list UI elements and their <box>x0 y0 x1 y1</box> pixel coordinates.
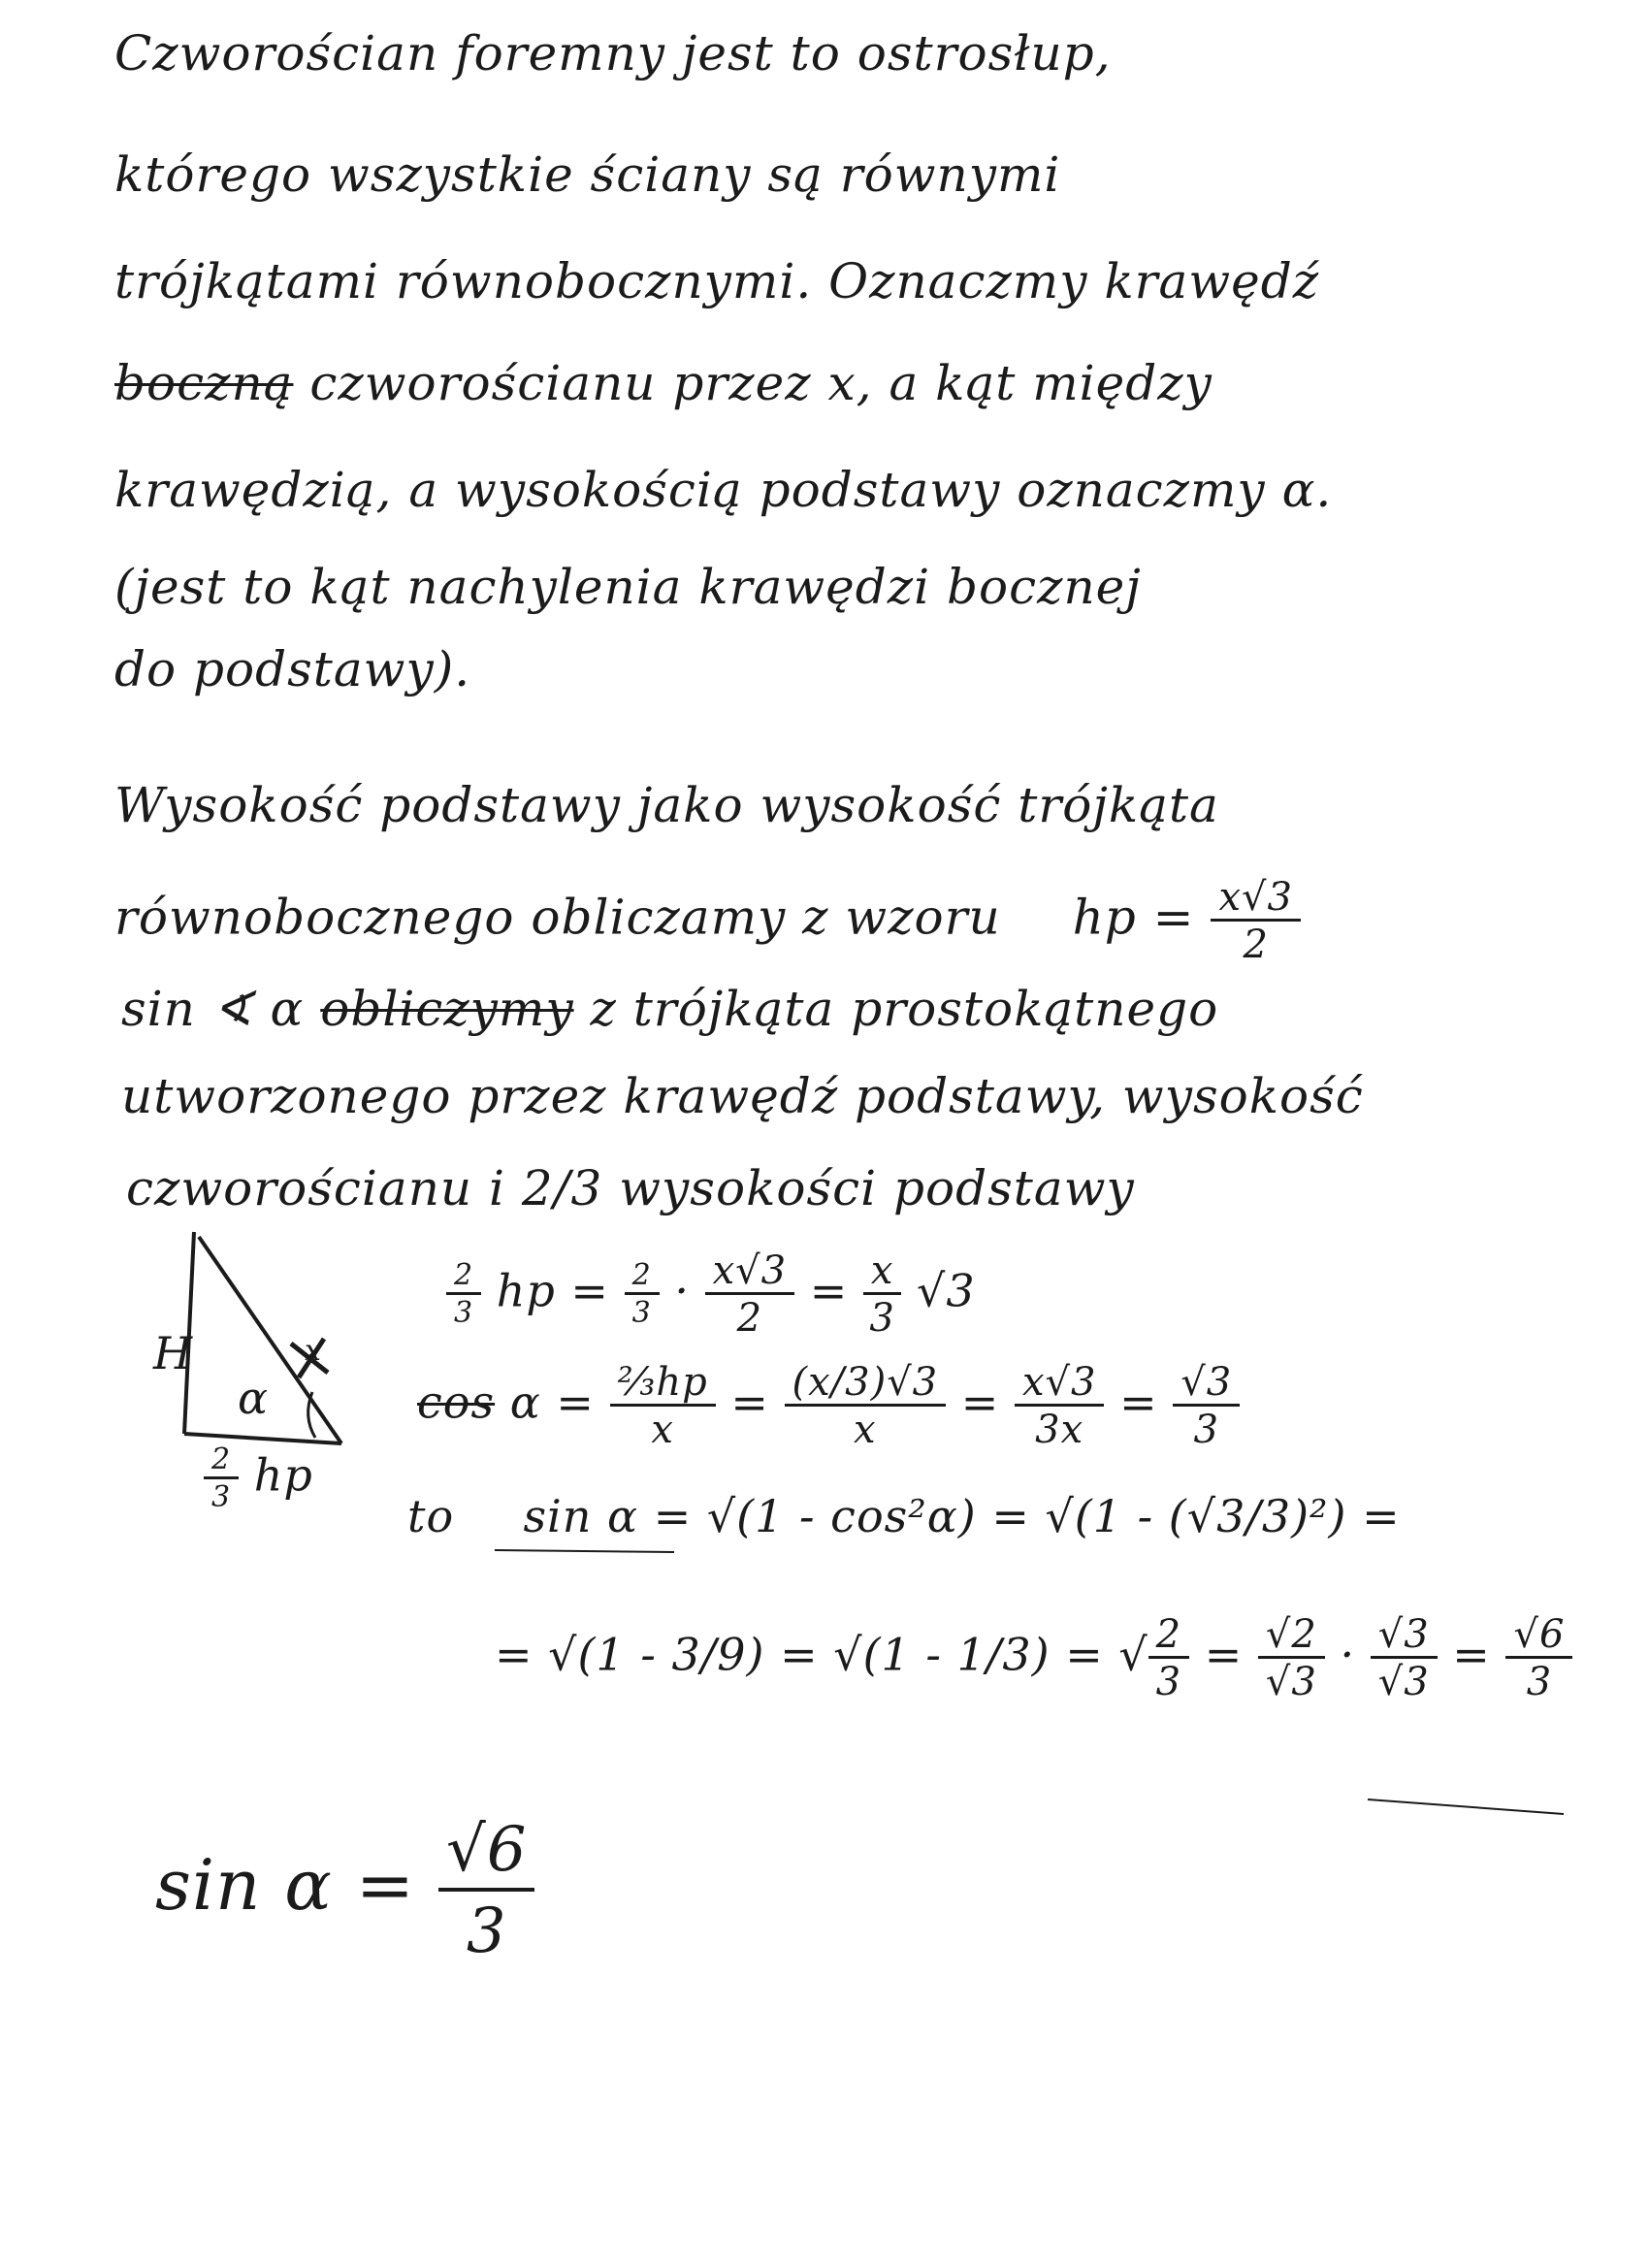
fraction-numerator: √6 <box>438 1814 535 1892</box>
fraction-denominator: 3 <box>454 1296 474 1330</box>
text-line: czworościanu i 2/3 wysokości podstawy <box>126 1160 1135 1216</box>
text-line: Czworościan foremny jest to ostrosłup, <box>114 25 1112 81</box>
equals-sign: = <box>1204 1628 1244 1681</box>
text-segment: hp = <box>496 1264 609 1317</box>
fraction-numerator: 2 <box>1148 1615 1189 1659</box>
equation-two-thirds-hp <box>446 1248 976 1341</box>
radical-expression: √(1 - (√3/3)²) <box>1045 1490 1347 1542</box>
fraction <box>446 1258 481 1330</box>
fraction-numerator: x√3 <box>1211 878 1301 922</box>
fraction <box>438 1814 535 1967</box>
equals-sign: = <box>495 1628 534 1681</box>
equals-sign: = <box>780 1628 819 1681</box>
fraction-numerator: ⅔hp <box>610 1363 716 1407</box>
fraction-numerator: √2 <box>1258 1615 1325 1659</box>
text-segment: √3 <box>917 1264 976 1317</box>
text-segment: sin ∢ α <box>121 981 305 1037</box>
sqrt-symbol: √ <box>1118 1628 1148 1681</box>
fraction-denominator: 3x <box>1035 1408 1084 1452</box>
triangle-base-label <box>204 1442 313 1514</box>
fraction-denominator: 3 <box>1193 1408 1219 1452</box>
fraction-denominator: x <box>651 1408 674 1452</box>
fraction-denominator: 3 <box>1526 1660 1553 1704</box>
equals-sign: = <box>1065 1628 1104 1681</box>
fraction <box>1371 1612 1438 1704</box>
underline-stroke <box>1368 1799 1564 1814</box>
multiply-dot: · <box>1340 1628 1356 1681</box>
text-line: Wysokość podstawy jako wysokość trójkąta <box>114 777 1219 833</box>
fraction <box>1258 1612 1325 1704</box>
fraction-denominator: x <box>854 1408 877 1452</box>
fraction-numerator: 2 <box>625 1261 660 1295</box>
fraction <box>1148 1612 1189 1704</box>
equals-sign: = <box>809 1264 849 1317</box>
fraction-numerator: x√3 <box>1015 1363 1105 1407</box>
text-segment: z trójkąta prostokątnego <box>590 981 1219 1037</box>
fraction <box>610 1360 716 1452</box>
fraction <box>204 1442 239 1514</box>
equals-sign: = <box>1362 1490 1401 1542</box>
text-line: krawędzią, a wysokością podstawy oznaczmy α. <box>114 462 1333 518</box>
text-segment: sin α = <box>155 1844 416 1926</box>
equals-sign: = <box>1452 1628 1491 1681</box>
text-segment: równobocznego obliczamy z wzoru <box>114 889 1001 946</box>
text-segment: czworościanu przez x, a kąt między <box>309 355 1212 411</box>
fraction-denominator: 3 <box>1155 1660 1182 1704</box>
fraction-numerator: 2 <box>446 1261 481 1295</box>
text-segment: hp <box>253 1448 313 1502</box>
fraction-denominator: 3 <box>211 1480 232 1514</box>
fraction-denominator: 2 <box>1243 923 1269 967</box>
fraction <box>1173 1360 1240 1452</box>
text-line: którego wszystkie ściany są równymi <box>114 146 1061 203</box>
fraction <box>1505 1612 1572 1704</box>
equals-sign: = <box>730 1376 769 1429</box>
equation-cos-alpha <box>417 1360 1240 1452</box>
triangle-label-alpha: α <box>238 1372 270 1424</box>
final-result <box>155 1814 534 1967</box>
text-segment: sin α <box>523 1490 639 1542</box>
triangle-base-leg <box>184 1434 341 1443</box>
radical-expression: √(1 - 1/3) <box>833 1628 1051 1681</box>
fraction-numerator: √3 <box>1173 1363 1240 1407</box>
fraction-numerator: √6 <box>1505 1615 1572 1659</box>
equals-sign: = <box>960 1376 1000 1429</box>
equation-sin-alpha <box>407 1490 1401 1542</box>
fraction <box>863 1248 902 1341</box>
text-line: (jest to kąt nachylenia krawędzi bocznej <box>114 559 1142 615</box>
fraction-numerator: 2 <box>204 1445 239 1479</box>
text-line: trójkątami równobocznymi. Oznaczmy krawędź <box>114 253 1320 309</box>
fraction-denominator: √3 <box>1265 1660 1317 1704</box>
text-segment: to <box>407 1490 455 1542</box>
fraction-numerator: (x/3)√3 <box>785 1363 947 1407</box>
text-segment: α = <box>509 1376 595 1429</box>
fraction-numerator: x√3 <box>705 1251 795 1295</box>
equation-sin-alpha-continued <box>495 1612 1572 1704</box>
equals-sign: = <box>1119 1376 1158 1429</box>
fraction <box>785 1360 947 1452</box>
underline-stroke <box>495 1550 674 1552</box>
text-line: utworzonego przez krawędź podstawy, wysokość <box>121 1068 1364 1124</box>
formula-hp-lhs: hp = <box>1072 889 1195 946</box>
fraction <box>625 1258 660 1330</box>
fraction-denominator: 3 <box>869 1296 895 1341</box>
fraction-denominator: 3 <box>631 1296 652 1330</box>
triangle-label-h: H <box>153 1327 194 1379</box>
fraction-denominator: √3 <box>1377 1660 1430 1704</box>
multiply-dot: · <box>674 1264 690 1317</box>
fraction <box>1015 1360 1105 1452</box>
fraction-numerator: √3 <box>1371 1615 1438 1659</box>
radical-expression: √(1 - 3/9) <box>548 1628 765 1681</box>
struck-word: cos <box>417 1376 496 1429</box>
fraction-denominator: 2 <box>736 1296 763 1341</box>
fraction <box>705 1248 795 1341</box>
equals-sign: = <box>653 1490 693 1542</box>
fraction-denominator: 3 <box>466 1895 507 1967</box>
radical-expression: √(1 - cos²α) <box>706 1490 977 1542</box>
equals-sign: = <box>991 1490 1030 1542</box>
fraction-numerator: x <box>863 1251 902 1295</box>
text-line: do podstawy). <box>114 641 471 697</box>
triangle-label-x: x <box>305 1334 322 1368</box>
struck-word: obliczymy <box>320 981 574 1037</box>
struck-word: boczną <box>114 355 294 411</box>
